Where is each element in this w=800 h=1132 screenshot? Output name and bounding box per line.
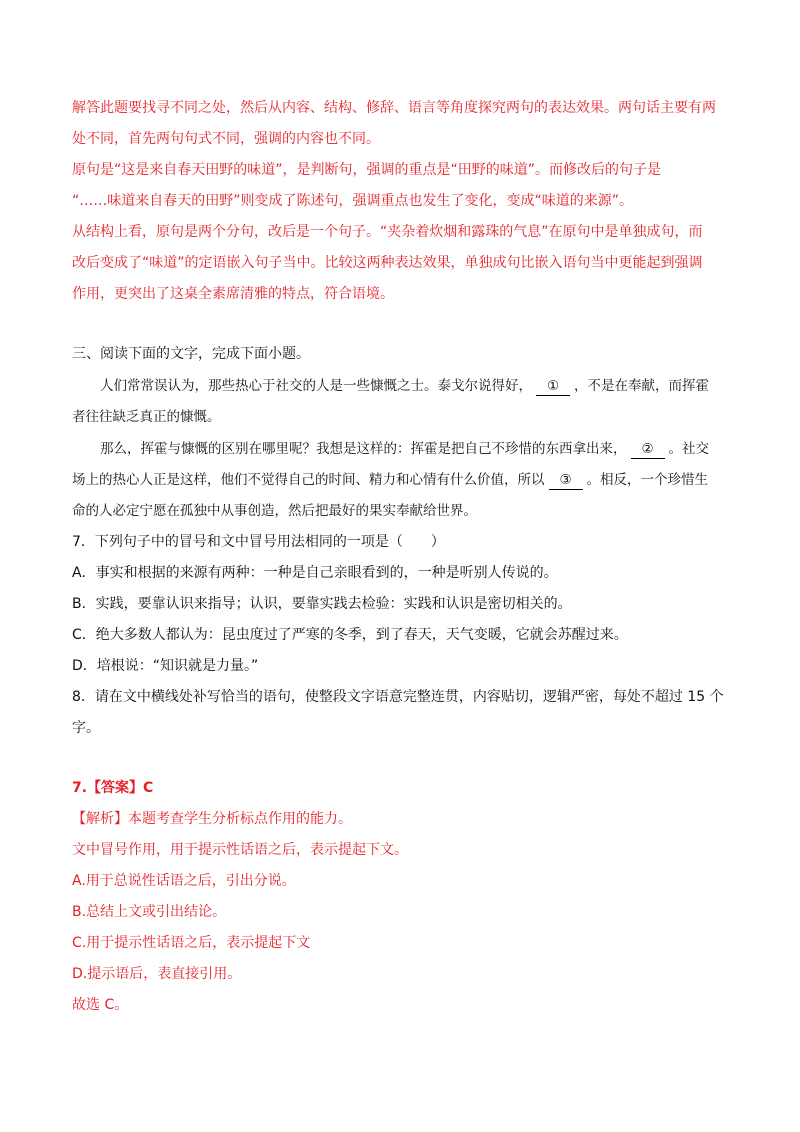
question-7-option-c: C．绝大多数人都认为：昆虫度过了严寒的冬季，到了春天，天气变暖，它就会苏醒过来。 (72, 627, 628, 643)
passage-line (100, 377, 709, 396)
answer-7-line: 文中冒号作用，用于提示性话语之后，表示提起下文。 (72, 842, 408, 858)
passage-text: 。相反，一个珍惜生 (586, 472, 708, 488)
passage-line: 命的人必定宁愿在孤独中从事创造，然后把最好的果实奉献给世界。 (72, 503, 477, 519)
passage-line (100, 440, 709, 459)
analysis-line: “……味道来自春天的田野”则变成了陈述句，强调重点也发生了变化，变成“味道的来源”。 (72, 193, 634, 209)
question-7-option-d: D．培根说：“知识就是力量。” (72, 658, 259, 674)
question-7-stem: 7．下列句子中的冒号和文中冒号用法相同的一项是（ ） (72, 534, 445, 550)
answer-7-line: 故选 C。 (72, 997, 129, 1013)
passage-text: ，不是在奉献，而挥霍 (574, 378, 709, 394)
answer-7-line: B.总结上文或引出结论。 (72, 904, 227, 920)
analysis-line: 作用，更突出了这桌全素席清雅的特点，符合语境。 (72, 286, 394, 302)
blank-1: ① (536, 377, 570, 396)
passage-text: 人们常常误认为，那些热心于社交的人是一些慷慨之士。泰戈尔说得好， (100, 378, 532, 394)
question-7-option-a: A．事实和根据的来源有两种：一种是自己亲眼看到的，一种是听别人传说的。 (72, 565, 558, 581)
section-heading: 三、阅读下面的文字，完成下面小题。 (72, 346, 310, 362)
answer-7-line: A.用于总说性话语之后，引出分说。 (72, 873, 296, 889)
blank-3: ③ (549, 471, 583, 490)
answer-7: 7.【答案】C (72, 780, 154, 796)
analysis-line: 处不同，首先两句句式不同，强调的内容也不同。 (72, 131, 380, 147)
analysis-line: 原句是“这是来自春天田野的味道”，是判断句，强调的重点是“田野的味道”。而修改后的句子是 (72, 162, 662, 178)
question-8-stem: 8．请在文中横线处补写恰当的语句，使整段文字语意完整连贯，内容贴切，逻辑严密，每处不超过 15 个 (72, 689, 724, 705)
blank-2: ② (631, 440, 665, 459)
passage-text: 场上的热心人正是这样，他们不觉得自己的时间、精力和心情有什么价值，所以 (72, 472, 545, 488)
passage-text: 那么，挥霍与慷慨的区别在哪里呢？我想是这样的：挥霍是把自己不珍惜的东西拿出来， (100, 441, 627, 457)
analysis-line: 从结构上看，原句是两个分句，改后是一个句子。“夹杂着炊烟和露珠的气息”在原句中是单独成句，而 (72, 224, 703, 240)
answer-7-line: D.提示语后，表直接引用。 (72, 966, 242, 982)
answer-7-analysis-label: 【解析】本题考查学生分析标点作用的能力。 (72, 811, 352, 827)
question-8-stem-cont: 字。 (72, 720, 100, 736)
passage-line (72, 471, 708, 490)
analysis-line: 解答此题要找寻不同之处，然后从内容、结构、修辞、语言等角度探究两句的表达效果。两句话主要有两 (72, 100, 716, 116)
passage-text: 。社交 (668, 441, 709, 457)
passage-line: 者往往缺乏真正的慷慨。 (72, 409, 221, 425)
analysis-line: 改后变成了“味道”的定语嵌入句子当中。比较这两种表达效果，单独成句比嵌入语句当中更能起到强调 (72, 255, 703, 271)
answer-7-line: C.用于提示性话语之后，表示提起下文 (72, 935, 311, 951)
question-7-option-b: B．实践，要靠认识来指导；认识，要靠实践去检验：实践和认识是密切相关的。 (72, 596, 572, 612)
